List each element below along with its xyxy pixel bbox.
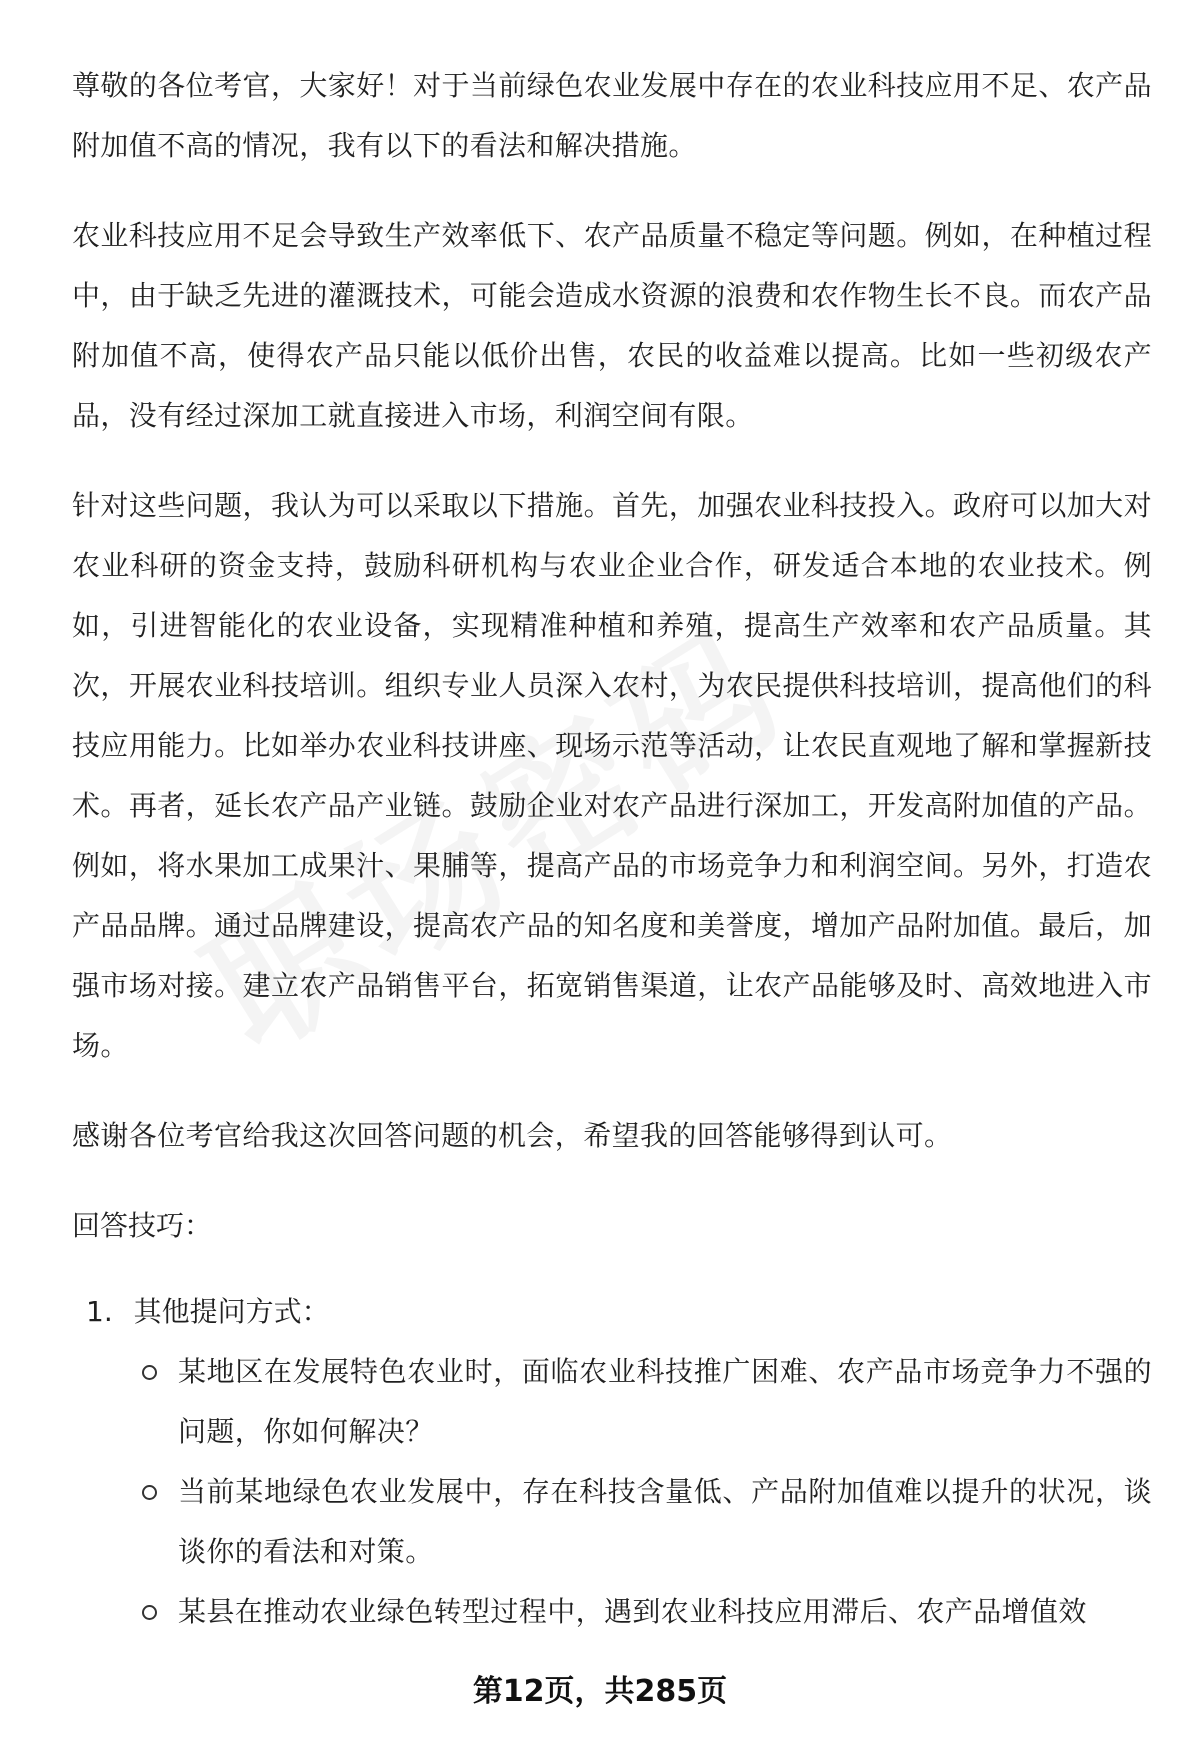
list-item-text: 某县在推动农业绿色转型过程中，遇到农业科技应用滞后、农产品增值效 [178, 1595, 1087, 1628]
paragraph-closing: 感谢各位考官给我这次回答问题的机会，希望我的回答能够得到认可。 [72, 1119, 953, 1152]
paragraph-intro: 尊敬的各位考官，大家好！对于当前绿色农业发展中存在的农业科技应用不足、农产品附加值不高的情况，我有以下的看法和解决措施。 [72, 69, 1152, 162]
list-item-text: 当前某地绿色农业发展中，存在科技含量低、产品附加值难以提升的状况，谈谈你的看法和对策。 [178, 1475, 1152, 1568]
tips-item-1 [86, 1282, 1152, 1342]
hollow-bullet-icon [142, 1605, 157, 1620]
paragraph-problem: 农业科技应用不足会导致生产效率低下、农产品质量不稳定等问题。例如，在种植过程中，由于缺乏先进的灌溉技术，可能会造成水资源的浪费和农作物生长不良。而农产品附加值不高，使得农产品只能以低价出售，农民的收益难以提高。比如一些初级农产品，没有经过深加工就直接进入市场，利润空间有限。 [72, 219, 1152, 432]
list-item-text: 某地区在发展特色农业时，面临农业科技推广困难、农产品市场竞争力不强的问题，你如何解决？ [178, 1355, 1152, 1448]
tips-title: 回答技巧： [72, 1209, 213, 1242]
list-item [142, 1342, 1152, 1462]
list-item [142, 1582, 1152, 1642]
list-item [142, 1462, 1152, 1582]
hollow-bullet-icon [142, 1485, 157, 1500]
page-number: 第12页，共285页 [472, 1674, 728, 1709]
tips-item-number: 1. [86, 1295, 113, 1328]
hollow-bullet-icon [142, 1365, 157, 1380]
paragraph-measures: 针对这些问题，我认为可以采取以下措施。首先，加强农业科技投入。政府可以加大对农业科研的资金支持，鼓励科研机构与农业企业合作，研发适合本地的农业技术。例如，引进智能化的农业设备，实现精准种植和养殖，提高生产效率和农产品质量。其次，开展农业科技培训。组织专业人员深入农村，为农民提供科技培训，提高他们的科技应用能力。比如举办农业科技讲座、现场示范等活动，让农民直观地了解和掌握新技术。再者，延长农产品产业链。鼓励企业对农产品进行深加工，开发高附加值的产品。例如，将水果加工成果汁、果脯等，提高产品的市场竞争力和利润空间。另外，打造农产品品牌。通过品牌建设，提高农产品的知名度和美誉度，增加产品附加值。最后，加强市场对接。建立农产品销售平台，拓宽销售渠道，让农产品能够及时、高效地进入市场。 [72, 489, 1152, 1062]
document-body [72, 56, 1152, 1642]
alt-question-list [72, 1342, 1152, 1642]
tips-item-label: 其他提问方式： [133, 1295, 330, 1328]
